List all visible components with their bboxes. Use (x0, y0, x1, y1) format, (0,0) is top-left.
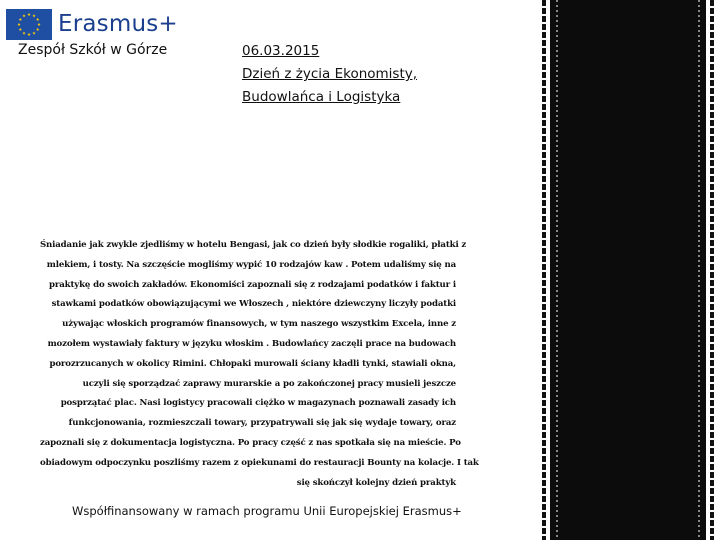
film-strip-perforation (556, 0, 558, 540)
body-line: używając włoskich programów finansowych, w tym naszego wszystkim Excela, inne z (62, 319, 456, 330)
decorative-film-strip (538, 0, 720, 540)
title-date: 06.03.2015 (242, 43, 320, 59)
eu-flag-icon (6, 9, 52, 40)
body-line: zapoznali się z dokumentacja logistyczna. Po pracy część z nas spotkała się na mieście. Po (40, 437, 461, 448)
footer-note: Współfinansowany w ramach programu Unii Europejskiej Erasmus+ (72, 504, 462, 518)
body-line: się skończył kolejny dzień praktyk (296, 477, 456, 488)
body-line: praktykę do swoich zakładów. Ekonomiści zapoznali się z rodzajami podatków i faktur i (49, 279, 456, 290)
film-strip-edge (542, 0, 546, 540)
body-line: uczyli się sporządzać zaprawy murarskie a po zakończonej pracy musieli jeszcze (82, 378, 456, 389)
title-line-3: Budowlańca i Logistyka (242, 89, 401, 105)
body-paragraph (40, 236, 479, 493)
body-line: mozołem wystawiały faktury w języku włoskim . Budowlańcy zaczęli prace na budowach (47, 338, 456, 349)
body-line: mlekiem, i tosty. Na szczęście mogliśmy wypić 10 rodzajów kaw . Potem udaliśmy się na (46, 259, 456, 270)
school-name: Zespół Szkół w Górze (18, 42, 168, 58)
body-line: posprzątać plac. Nasi logistycy pracowali ciężko w magazynach poznawali zasady ich (60, 398, 456, 409)
title-line-2: Dzień z życia Ekonomisty, (242, 66, 418, 82)
body-line: obiadowym odpoczynku poszliśmy razem z opiekunami do restauracji Bounty na kolacje. I tak (40, 457, 479, 468)
erasmus-logo (6, 9, 178, 40)
film-strip-edge (710, 0, 714, 540)
film-strip-band (550, 0, 706, 540)
body-line: porozrzucanych w okolicy Rimini. Chłopaki murowali ściany kładli tynki, stawiali okna, (49, 358, 456, 369)
film-strip-perforation (698, 0, 700, 540)
slide-title (242, 40, 417, 109)
body-line: Śniadanie jak zwykle zjedliśmy w hotelu Bengasi, jak co dzień były słodkie rogaliki, płatki z (40, 240, 467, 250)
body-line: stawkami podatków obowiązującymi we Włoszech , niektóre dziewczyny liczyły podatki (51, 299, 456, 310)
body-line: funkcjonowania, rozmieszczali towary, przypatrywali się jak się wydaje towary, oraz (68, 418, 456, 429)
logo-brand-text: Erasmus+ (58, 11, 178, 37)
